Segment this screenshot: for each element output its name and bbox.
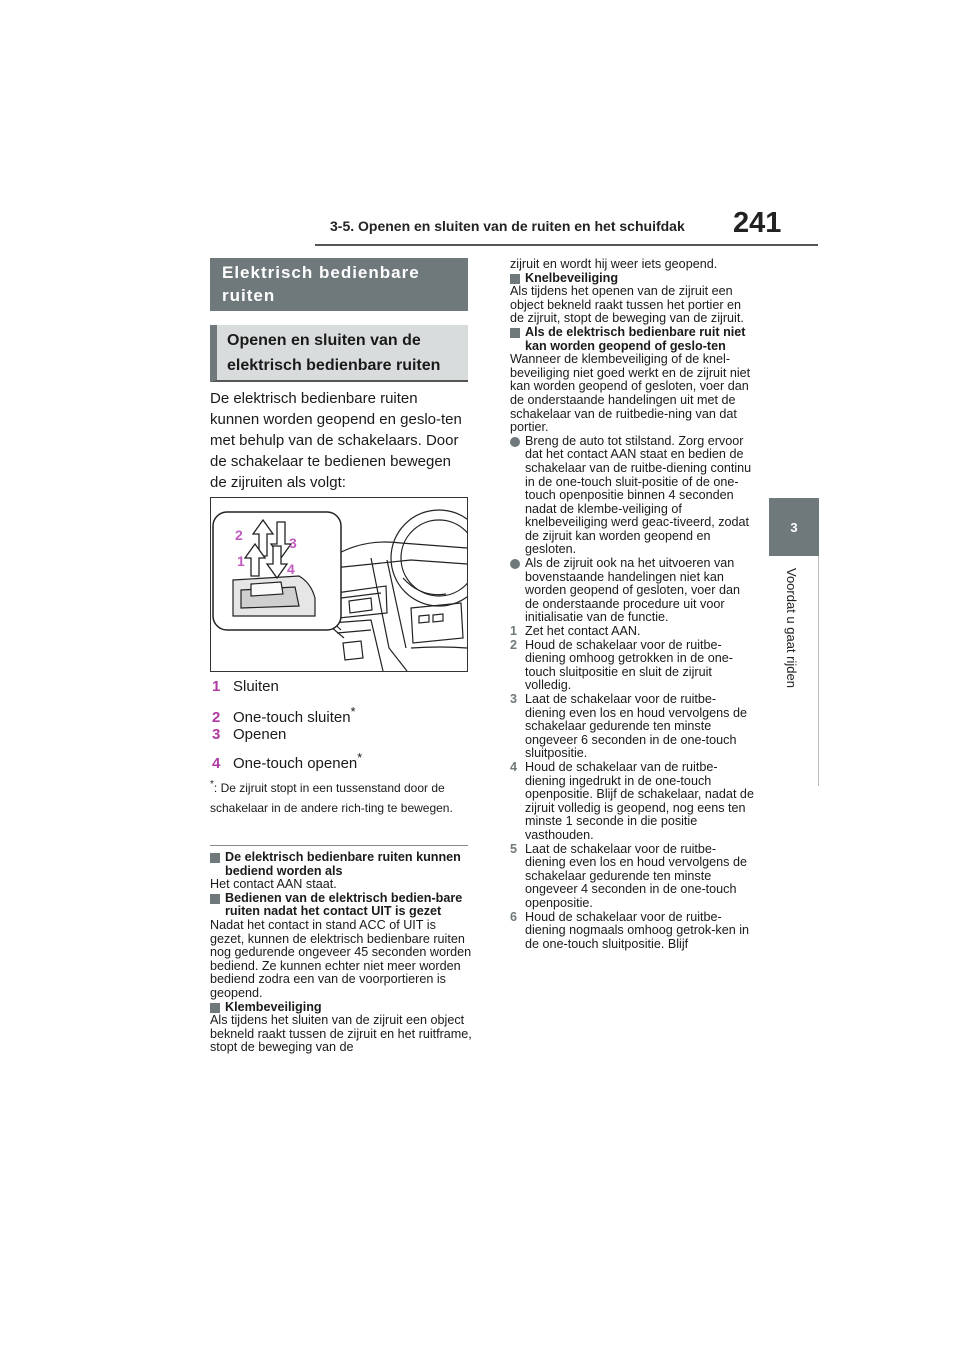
switch-item-4 bbox=[212, 748, 362, 774]
switch-item-label: One-touch sluiten bbox=[233, 709, 351, 726]
procedure-step bbox=[510, 639, 755, 693]
switch-item-number: 4 bbox=[212, 755, 221, 772]
chapter-title: Voordat u gaat rijden bbox=[784, 568, 799, 688]
main-heading: Elektrisch bedienbare ruiten bbox=[210, 258, 468, 311]
subsection-heading: Bedienen van de elektrisch bedien-bare ruiten nadat het contact UIT is gezet bbox=[210, 892, 472, 919]
step-text: Zet het contact AAN. bbox=[525, 624, 641, 639]
subsection-heading: Knelbeveiliging bbox=[510, 272, 755, 286]
footnote-mark: * bbox=[210, 779, 214, 790]
step-text: Laat de schakelaar voor de ruitbe-diening even los en houd vervolgens de schakelaar gedurende ten minste ongeveer 6 seconden in de one-touch sluitpositie. bbox=[525, 692, 747, 761]
bullet-item: Breng de auto tot stilstand. Zorg ervoor dat het contact AAN staat en bedien de schakelaar van de ruitbe-diening continu in de one-touch sluit-positie of de one-touch openpositie binnen 4 seconden nadat de klembe-veiliging of knelbeveiliging werd geac-tiveerd, zodat de zijruit kan worden geopend en gesloten. bbox=[510, 435, 755, 557]
right-column bbox=[510, 258, 755, 951]
sub-heading: Openen en sluiten van de elektrisch bedienbare ruiten bbox=[210, 325, 468, 382]
subsection-heading: Klembeveiliging bbox=[210, 1001, 472, 1015]
step-number: 4 bbox=[510, 759, 518, 774]
body-paragraph: Als tijdens het openen van de zijruit een object bekneld raakt tussen het portier en de zijruit, stopt de beweging van de zijruit. bbox=[510, 284, 744, 326]
chapter-tab: 3 bbox=[769, 498, 819, 556]
dashboard-drawing bbox=[211, 498, 467, 671]
procedure-step bbox=[510, 761, 755, 843]
body-paragraph: Als tijdens het sluiten van de zijruit een object bekneld raakt tussen de zijruit en het ruitframe, stopt de beweging van de bbox=[210, 1013, 472, 1055]
switch-item-3 bbox=[212, 725, 286, 745]
step-number: 5 bbox=[510, 841, 518, 856]
footnote bbox=[210, 775, 470, 818]
step-number: 6 bbox=[510, 909, 518, 924]
figure-label-4: 4 bbox=[287, 561, 295, 577]
section-title: 3-5. Openen en sluiten van de ruiten en het schuifdak bbox=[330, 218, 685, 234]
body-paragraph: Het contact AAN staat. bbox=[210, 877, 337, 892]
subsection-heading: De elektrisch bedienbare ruiten kunnen bediend worden als bbox=[210, 851, 472, 878]
procedure-step bbox=[510, 625, 755, 639]
window-switch-illustration bbox=[210, 497, 468, 672]
step-number: 1 bbox=[510, 624, 518, 639]
switch-item-number: 3 bbox=[212, 726, 221, 743]
footnote-text: : De zijruit stopt in een tussenstand door de schakelaar in de andere rich-ting te bewegen. bbox=[210, 781, 453, 815]
body-paragraph: Nadat het contact in stand ACC of UIT is gezet, kunnen de elektrisch bedienbare ruiten nog gedurende ongeveer 45 seconden worden bediend. Ze kunnen echter niet meer worden bediend zodra een van de voorportieren is geopend. bbox=[210, 917, 472, 1000]
footnote-mark: * bbox=[357, 751, 363, 765]
body-paragraph: zijruit en wordt hij weer iets geopend. bbox=[510, 257, 718, 271]
switch-item-number: 1 bbox=[212, 678, 221, 695]
footnote-divider bbox=[210, 845, 468, 846]
step-number: 2 bbox=[510, 637, 518, 652]
page-number: 241 bbox=[733, 207, 782, 239]
bullet-item: Als de zijruit ook na het uitvoeren van bovenstaande handelingen niet kan worden geopend of gesloten, voer dan de onderstaande procedure uit voor initialisatie van de functie. bbox=[510, 557, 755, 625]
step-text: Houd de schakelaar voor de ruitbe-diening nogmaals omhoog getrok-ken in de one-touch sluitpositie. Blijf bbox=[525, 909, 750, 951]
subsection-heading: Als de elektrisch bedienbare ruit niet kan worden geopend of geslo-ten bbox=[510, 326, 755, 353]
step-text: Laat de schakelaar voor de ruitbe-diening even los en houd vervolgens de schakelaar gedurende ten minste ongeveer 4 seconden in de one-touch openpositie. bbox=[525, 841, 747, 910]
switch-item-label: Openen bbox=[233, 726, 287, 743]
switch-item-label: One-touch openen bbox=[233, 755, 358, 772]
figure-label-3: 3 bbox=[289, 535, 297, 551]
intro-text: De elektrisch bedienbare ruiten kunnen worden geopend en geslo-ten met behulp van de schakelaars. Door de schakelaar te bedienen bewegen de zijruiten als volgt: bbox=[210, 390, 462, 491]
header-divider bbox=[315, 244, 818, 246]
switch-item-number: 2 bbox=[212, 709, 221, 726]
left-column bbox=[210, 851, 472, 1055]
procedure-step bbox=[510, 911, 755, 952]
switch-item-label: Sluiten bbox=[233, 678, 279, 695]
procedure-step bbox=[510, 693, 755, 761]
figure-label-1: 1 bbox=[237, 553, 245, 569]
step-text: Houd de schakelaar van de ruitbe-diening ingedrukt in de one-touch openpositie. Blijf de schakelaar, nadat de zijruit volledig is geopend, nog eens ten minste 1 seconde in die positie vasthouden. bbox=[525, 759, 754, 842]
step-number: 3 bbox=[510, 692, 518, 706]
footnote-mark: * bbox=[350, 705, 356, 719]
procedure-step bbox=[510, 843, 755, 911]
step-text: Houd de schakelaar voor de ruitbe-diening omhoog getrokken in de one-touch sluitpositie en sluit de zijruit volledig. bbox=[525, 637, 733, 693]
chapter-divider bbox=[818, 556, 819, 786]
figure-label-2: 2 bbox=[235, 527, 243, 543]
switch-item-1 bbox=[212, 677, 279, 697]
body-paragraph: Wanneer de klembeveiliging of de knel-beveiliging niet goed werkt en de zijruit niet kan worden geopend of gesloten, voer dan de onderstaande handelingen uit met de schakelaar van de ruitbedie-ning van dat portier. bbox=[510, 352, 751, 435]
